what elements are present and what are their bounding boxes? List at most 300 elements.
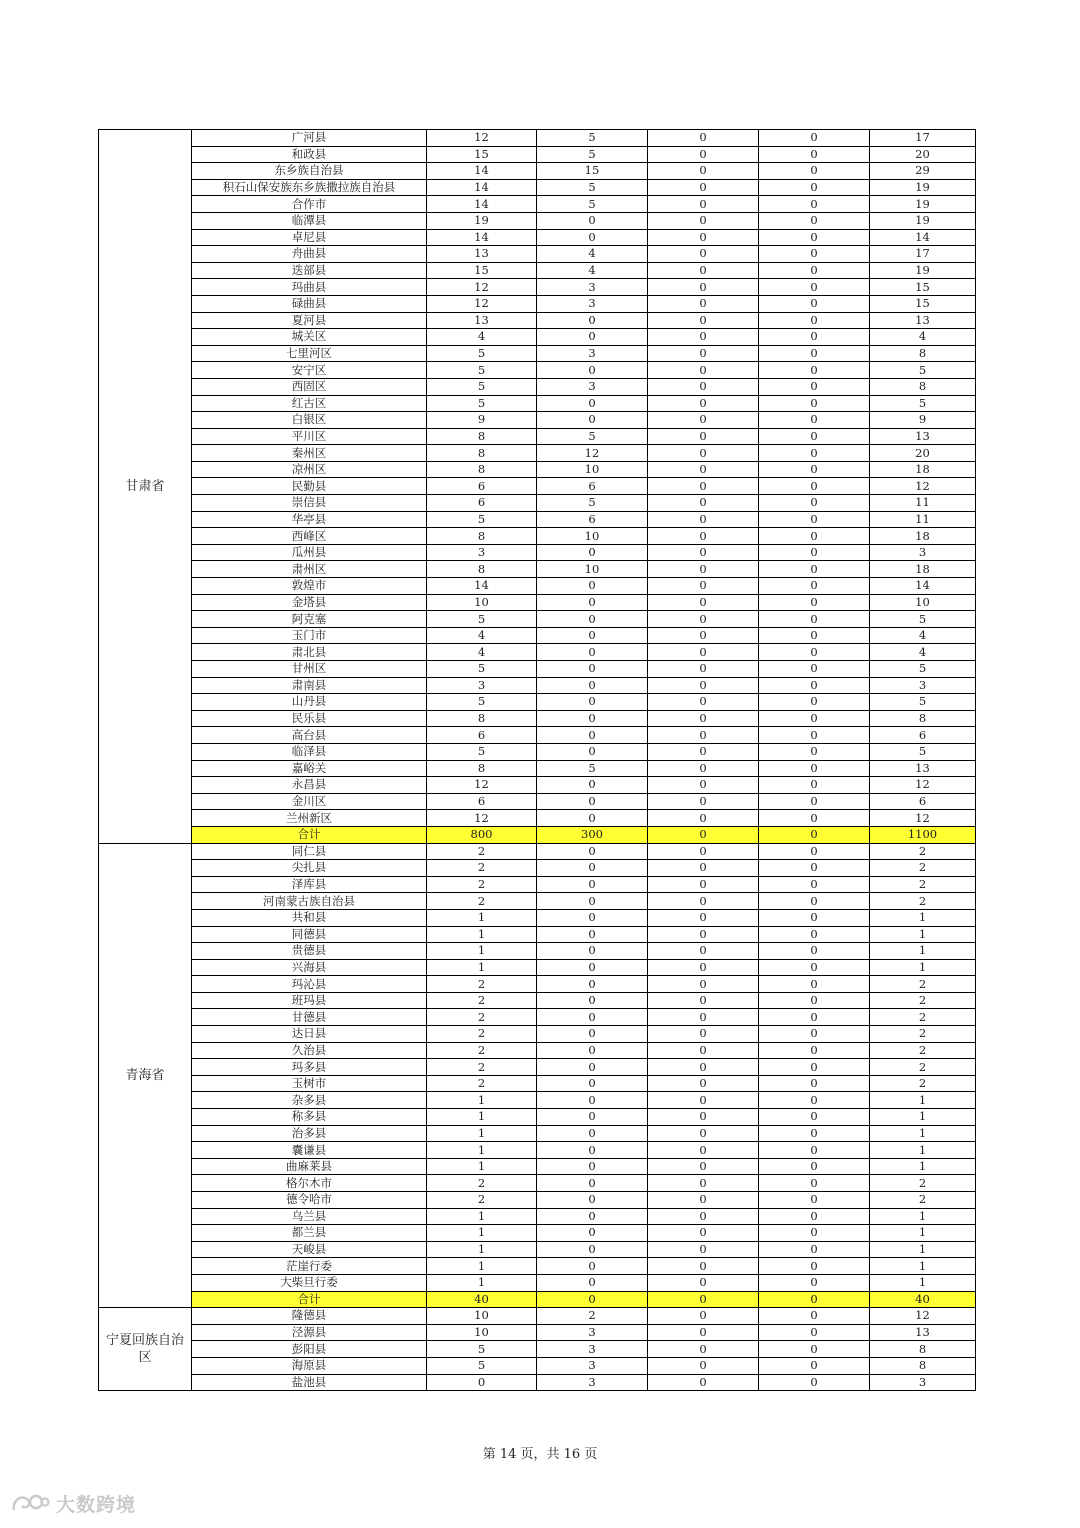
value-cell: 0	[648, 212, 759, 229]
value-cell: 29	[870, 163, 976, 180]
value-cell: 0	[648, 262, 759, 279]
value-cell: 0	[537, 777, 648, 794]
county-name-cell: 乌兰县	[192, 1208, 427, 1225]
value-cell: 12	[870, 478, 976, 495]
value-cell: 0	[648, 295, 759, 312]
value-cell: 0	[759, 1241, 870, 1258]
value-cell: 1	[427, 1142, 537, 1159]
value-cell: 0	[759, 362, 870, 379]
value-cell: 0	[759, 461, 870, 478]
value-cell: 12	[427, 810, 537, 827]
county-name-cell: 玛曲县	[192, 279, 427, 296]
value-cell: 0	[648, 644, 759, 661]
value-cell: 4	[870, 329, 976, 346]
county-name-cell: 甘德县	[192, 1009, 427, 1026]
value-cell: 0	[648, 1192, 759, 1209]
value-cell: 0	[759, 976, 870, 993]
value-cell: 2	[427, 1009, 537, 1026]
table-row	[99, 1026, 976, 1043]
value-cell: 8	[427, 528, 537, 545]
value-cell: 12	[870, 777, 976, 794]
value-cell: 0	[759, 727, 870, 744]
value-cell: 13	[870, 312, 976, 329]
value-cell: 2	[427, 843, 537, 860]
table-row	[99, 1341, 976, 1358]
county-name-cell: 玛多县	[192, 1059, 427, 1076]
value-cell: 0	[537, 312, 648, 329]
table-row	[99, 1357, 976, 1374]
value-cell: 0	[648, 1125, 759, 1142]
value-cell: 5	[427, 1341, 537, 1358]
value-cell: 4	[427, 329, 537, 346]
value-cell: 0	[759, 1109, 870, 1126]
table-row	[99, 777, 976, 794]
total-label-cell: 合计	[192, 1291, 427, 1308]
value-cell: 2	[870, 1026, 976, 1043]
value-cell: 9	[427, 412, 537, 429]
data-table-container	[98, 129, 975, 1391]
value-cell: 0	[648, 876, 759, 893]
value-cell: 0	[648, 1109, 759, 1126]
value-cell: 6	[870, 727, 976, 744]
value-cell: 0	[759, 611, 870, 628]
county-name-cell: 永昌县	[192, 777, 427, 794]
value-cell: 3	[537, 345, 648, 362]
value-cell: 0	[759, 909, 870, 926]
table-row	[99, 627, 976, 644]
value-cell: 5	[870, 694, 976, 711]
value-cell: 0	[537, 544, 648, 561]
value-cell: 0	[537, 644, 648, 661]
value-cell: 1	[427, 926, 537, 943]
value-cell: 0	[648, 611, 759, 628]
value-cell: 0	[759, 212, 870, 229]
value-cell: 1	[870, 1158, 976, 1175]
value-cell: 0	[537, 893, 648, 910]
value-cell: 2	[870, 992, 976, 1009]
value-cell: 14	[427, 229, 537, 246]
value-cell: 0	[537, 1274, 648, 1291]
total-value-cell: 1100	[870, 826, 976, 843]
table-row	[99, 1142, 976, 1159]
value-cell: 3	[870, 677, 976, 694]
total-label-cell: 合计	[192, 826, 427, 843]
value-cell: 0	[759, 1059, 870, 1076]
table-row	[99, 279, 976, 296]
value-cell: 4	[537, 246, 648, 263]
county-name-cell: 都兰县	[192, 1225, 427, 1242]
county-data-table	[98, 129, 976, 1391]
county-name-cell: 金川区	[192, 793, 427, 810]
value-cell: 10	[427, 594, 537, 611]
value-cell: 5	[427, 661, 537, 678]
table-row	[99, 1109, 976, 1126]
value-cell: 2	[870, 876, 976, 893]
value-cell: 13	[870, 428, 976, 445]
value-cell: 0	[648, 279, 759, 296]
value-cell: 0	[537, 860, 648, 877]
value-cell: 12	[427, 295, 537, 312]
county-name-cell: 敦煌市	[192, 578, 427, 595]
value-cell: 15	[427, 146, 537, 163]
value-cell: 0	[648, 511, 759, 528]
value-cell: 0	[537, 710, 648, 727]
value-cell: 0	[537, 362, 648, 379]
value-cell: 10	[870, 594, 976, 611]
table-row	[99, 395, 976, 412]
value-cell: 0	[759, 694, 870, 711]
value-cell: 14	[870, 229, 976, 246]
value-cell: 0	[537, 1241, 648, 1258]
value-cell: 0	[759, 1075, 870, 1092]
table-row	[99, 1324, 976, 1341]
value-cell: 0	[537, 959, 648, 976]
value-cell: 2	[427, 1042, 537, 1059]
value-cell: 14	[427, 163, 537, 180]
value-cell: 2	[427, 1026, 537, 1043]
county-name-cell: 曲麻莱县	[192, 1158, 427, 1175]
value-cell: 0	[759, 1374, 870, 1391]
value-cell: 5	[427, 362, 537, 379]
value-cell: 3	[870, 1374, 976, 1391]
value-cell: 0	[759, 412, 870, 429]
value-cell: 1	[427, 1241, 537, 1258]
value-cell: 18	[870, 528, 976, 545]
table-row	[99, 1009, 976, 1026]
value-cell: 10	[537, 528, 648, 545]
value-cell: 0	[537, 1158, 648, 1175]
value-cell: 0	[759, 843, 870, 860]
table-row	[99, 362, 976, 379]
table-row	[99, 909, 976, 926]
value-cell: 0	[537, 1208, 648, 1225]
value-cell: 13	[427, 312, 537, 329]
value-cell: 0	[537, 694, 648, 711]
value-cell: 8	[870, 345, 976, 362]
table-row	[99, 246, 976, 263]
value-cell: 0	[759, 528, 870, 545]
value-cell: 0	[648, 661, 759, 678]
value-cell: 0	[759, 860, 870, 877]
value-cell: 19	[870, 262, 976, 279]
total-value-cell: 40	[427, 1291, 537, 1308]
value-cell: 0	[759, 594, 870, 611]
value-cell: 0	[759, 1308, 870, 1325]
value-cell: 2	[870, 1042, 976, 1059]
table-row	[99, 644, 976, 661]
value-cell: 0	[537, 627, 648, 644]
value-cell: 2	[870, 860, 976, 877]
value-cell: 0	[648, 1009, 759, 1026]
value-cell: 0	[759, 1225, 870, 1242]
value-cell: 0	[537, 926, 648, 943]
value-cell: 5	[427, 378, 537, 395]
value-cell: 6	[537, 478, 648, 495]
value-cell: 12	[427, 777, 537, 794]
value-cell: 0	[759, 544, 870, 561]
county-name-cell: 肃南县	[192, 677, 427, 694]
county-name-cell: 玉树市	[192, 1075, 427, 1092]
county-name-cell: 玉门市	[192, 627, 427, 644]
table-row	[99, 1059, 976, 1076]
value-cell: 0	[537, 1125, 648, 1142]
value-cell: 0	[648, 1258, 759, 1275]
county-name-cell: 卓尼县	[192, 229, 427, 246]
value-cell: 0	[537, 1059, 648, 1076]
value-cell: 5	[537, 760, 648, 777]
county-name-cell: 舟曲县	[192, 246, 427, 263]
value-cell: 0	[537, 1109, 648, 1126]
value-cell: 0	[648, 561, 759, 578]
value-cell: 6	[427, 793, 537, 810]
value-cell: 12	[537, 445, 648, 462]
county-name-cell: 华亭县	[192, 511, 427, 528]
value-cell: 0	[759, 876, 870, 893]
table-row	[99, 1158, 976, 1175]
table-row	[99, 743, 976, 760]
table-row	[99, 860, 976, 877]
table-row	[99, 163, 976, 180]
county-name-cell: 尖扎县	[192, 860, 427, 877]
county-name-cell: 凉州区	[192, 461, 427, 478]
value-cell: 8	[870, 710, 976, 727]
value-cell: 0	[759, 793, 870, 810]
total-row	[99, 1291, 976, 1308]
value-cell: 0	[759, 495, 870, 512]
value-cell: 0	[759, 1192, 870, 1209]
county-name-cell: 格尔木市	[192, 1175, 427, 1192]
value-cell: 1	[870, 1142, 976, 1159]
value-cell: 0	[759, 1125, 870, 1142]
value-cell: 2	[870, 1009, 976, 1026]
value-cell: 0	[648, 412, 759, 429]
value-cell: 0	[648, 478, 759, 495]
value-cell: 10	[537, 561, 648, 578]
value-cell: 0	[648, 1374, 759, 1391]
value-cell: 3	[537, 1374, 648, 1391]
value-cell: 2	[427, 1192, 537, 1209]
value-cell: 0	[648, 909, 759, 926]
value-cell: 0	[537, 1042, 648, 1059]
value-cell: 1	[427, 1092, 537, 1109]
total-row	[99, 826, 976, 843]
value-cell: 2	[870, 1192, 976, 1209]
table-row	[99, 578, 976, 595]
value-cell: 0	[759, 760, 870, 777]
value-cell: 0	[537, 412, 648, 429]
county-name-cell: 秦州区	[192, 445, 427, 462]
value-cell: 10	[427, 1324, 537, 1341]
county-name-cell: 贵德县	[192, 943, 427, 960]
table-row	[99, 528, 976, 545]
county-name-cell: 临潭县	[192, 212, 427, 229]
value-cell: 0	[759, 1042, 870, 1059]
county-name-cell: 高台县	[192, 727, 427, 744]
table-row	[99, 378, 976, 395]
value-cell: 2	[427, 860, 537, 877]
value-cell: 2	[427, 1075, 537, 1092]
county-name-cell: 和政县	[192, 146, 427, 163]
table-row	[99, 694, 976, 711]
value-cell: 8	[427, 428, 537, 445]
value-cell: 0	[759, 246, 870, 263]
value-cell: 1	[870, 1092, 976, 1109]
value-cell: 5	[870, 362, 976, 379]
value-cell: 5	[427, 511, 537, 528]
county-name-cell: 白银区	[192, 412, 427, 429]
value-cell: 0	[648, 943, 759, 960]
value-cell: 0	[648, 528, 759, 545]
value-cell: 13	[870, 760, 976, 777]
value-cell: 0	[537, 229, 648, 246]
county-name-cell: 兰州新区	[192, 810, 427, 827]
value-cell: 14	[427, 578, 537, 595]
value-cell: 1	[427, 1125, 537, 1142]
value-cell: 0	[648, 461, 759, 478]
value-cell: 0	[759, 926, 870, 943]
table-row	[99, 511, 976, 528]
county-name-cell: 山丹县	[192, 694, 427, 711]
value-cell: 18	[870, 461, 976, 478]
value-cell: 0	[648, 1241, 759, 1258]
county-name-cell: 同德县	[192, 926, 427, 943]
county-name-cell: 玛沁县	[192, 976, 427, 993]
table-row	[99, 196, 976, 213]
value-cell: 0	[648, 378, 759, 395]
value-cell: 3	[537, 1357, 648, 1374]
value-cell: 2	[427, 976, 537, 993]
value-cell: 0	[759, 428, 870, 445]
total-value-cell: 40	[870, 1291, 976, 1308]
county-name-cell: 班玛县	[192, 992, 427, 1009]
county-name-cell: 达日县	[192, 1026, 427, 1043]
county-name-cell: 积石山保安族东乡族撒拉族自治县	[192, 179, 427, 196]
value-cell: 0	[648, 893, 759, 910]
value-cell: 1	[427, 1208, 537, 1225]
value-cell: 0	[537, 578, 648, 595]
value-cell: 0	[759, 1341, 870, 1358]
value-cell: 4	[870, 627, 976, 644]
value-cell: 0	[537, 1175, 648, 1192]
value-cell: 1	[870, 959, 976, 976]
province-cell: 甘肃省	[99, 130, 192, 844]
table-row	[99, 810, 976, 827]
value-cell: 0	[537, 876, 648, 893]
table-row	[99, 1125, 976, 1142]
value-cell: 5	[427, 611, 537, 628]
value-cell: 5	[537, 495, 648, 512]
value-cell: 1	[870, 1225, 976, 1242]
value-cell: 0	[759, 1026, 870, 1043]
value-cell: 8	[870, 1357, 976, 1374]
value-cell: 2	[427, 893, 537, 910]
county-name-cell: 安宁区	[192, 362, 427, 379]
value-cell: 0	[759, 677, 870, 694]
table-row	[99, 893, 976, 910]
value-cell: 0	[759, 511, 870, 528]
county-name-cell: 河南蒙古族自治县	[192, 893, 427, 910]
value-cell: 8	[870, 1341, 976, 1358]
table-row	[99, 412, 976, 429]
value-cell: 15	[427, 262, 537, 279]
value-cell: 0	[759, 710, 870, 727]
table-body	[99, 130, 976, 1391]
value-cell: 0	[648, 793, 759, 810]
value-cell: 0	[648, 777, 759, 794]
value-cell: 6	[427, 727, 537, 744]
county-name-cell: 西峰区	[192, 528, 427, 545]
value-cell: 0	[759, 644, 870, 661]
value-cell: 0	[648, 677, 759, 694]
value-cell: 0	[759, 179, 870, 196]
value-cell: 19	[427, 212, 537, 229]
county-name-cell: 德令哈市	[192, 1192, 427, 1209]
table-row	[99, 1241, 976, 1258]
value-cell: 17	[870, 130, 976, 147]
value-cell: 0	[759, 345, 870, 362]
table-row	[99, 992, 976, 1009]
value-cell: 0	[759, 163, 870, 180]
value-cell: 0	[648, 743, 759, 760]
value-cell: 8	[427, 710, 537, 727]
value-cell: 1	[870, 943, 976, 960]
value-cell: 9	[870, 412, 976, 429]
value-cell: 8	[427, 461, 537, 478]
value-cell: 5	[870, 661, 976, 678]
value-cell: 0	[648, 1208, 759, 1225]
county-name-cell: 嘉峪关	[192, 760, 427, 777]
value-cell: 0	[648, 1324, 759, 1341]
value-cell: 0	[648, 992, 759, 1009]
county-name-cell: 瓜州县	[192, 544, 427, 561]
value-cell: 2	[870, 1175, 976, 1192]
county-name-cell: 同仁县	[192, 843, 427, 860]
table-row	[99, 959, 976, 976]
value-cell: 2	[870, 843, 976, 860]
value-cell: 0	[759, 1142, 870, 1159]
value-cell: 1	[427, 959, 537, 976]
table-row	[99, 661, 976, 678]
value-cell: 10	[537, 461, 648, 478]
value-cell: 0	[537, 976, 648, 993]
value-cell: 10	[427, 1308, 537, 1325]
value-cell: 0	[759, 329, 870, 346]
value-cell: 2	[427, 1175, 537, 1192]
table-row	[99, 760, 976, 777]
value-cell: 0	[648, 1274, 759, 1291]
value-cell: 0	[648, 694, 759, 711]
county-name-cell: 金塔县	[192, 594, 427, 611]
value-cell: 15	[870, 295, 976, 312]
value-cell: 12	[870, 810, 976, 827]
total-value-cell: 0	[759, 1291, 870, 1308]
table-row	[99, 229, 976, 246]
value-cell: 14	[427, 179, 537, 196]
total-value-cell: 0	[648, 826, 759, 843]
value-cell: 5	[870, 395, 976, 412]
value-cell: 4	[870, 644, 976, 661]
value-cell: 0	[537, 212, 648, 229]
value-cell: 0	[648, 229, 759, 246]
table-row	[99, 561, 976, 578]
value-cell: 0	[537, 594, 648, 611]
table-row	[99, 130, 976, 147]
value-cell: 0	[537, 909, 648, 926]
value-cell: 0	[537, 810, 648, 827]
value-cell: 5	[870, 743, 976, 760]
value-cell: 0	[537, 793, 648, 810]
county-name-cell: 兴海县	[192, 959, 427, 976]
